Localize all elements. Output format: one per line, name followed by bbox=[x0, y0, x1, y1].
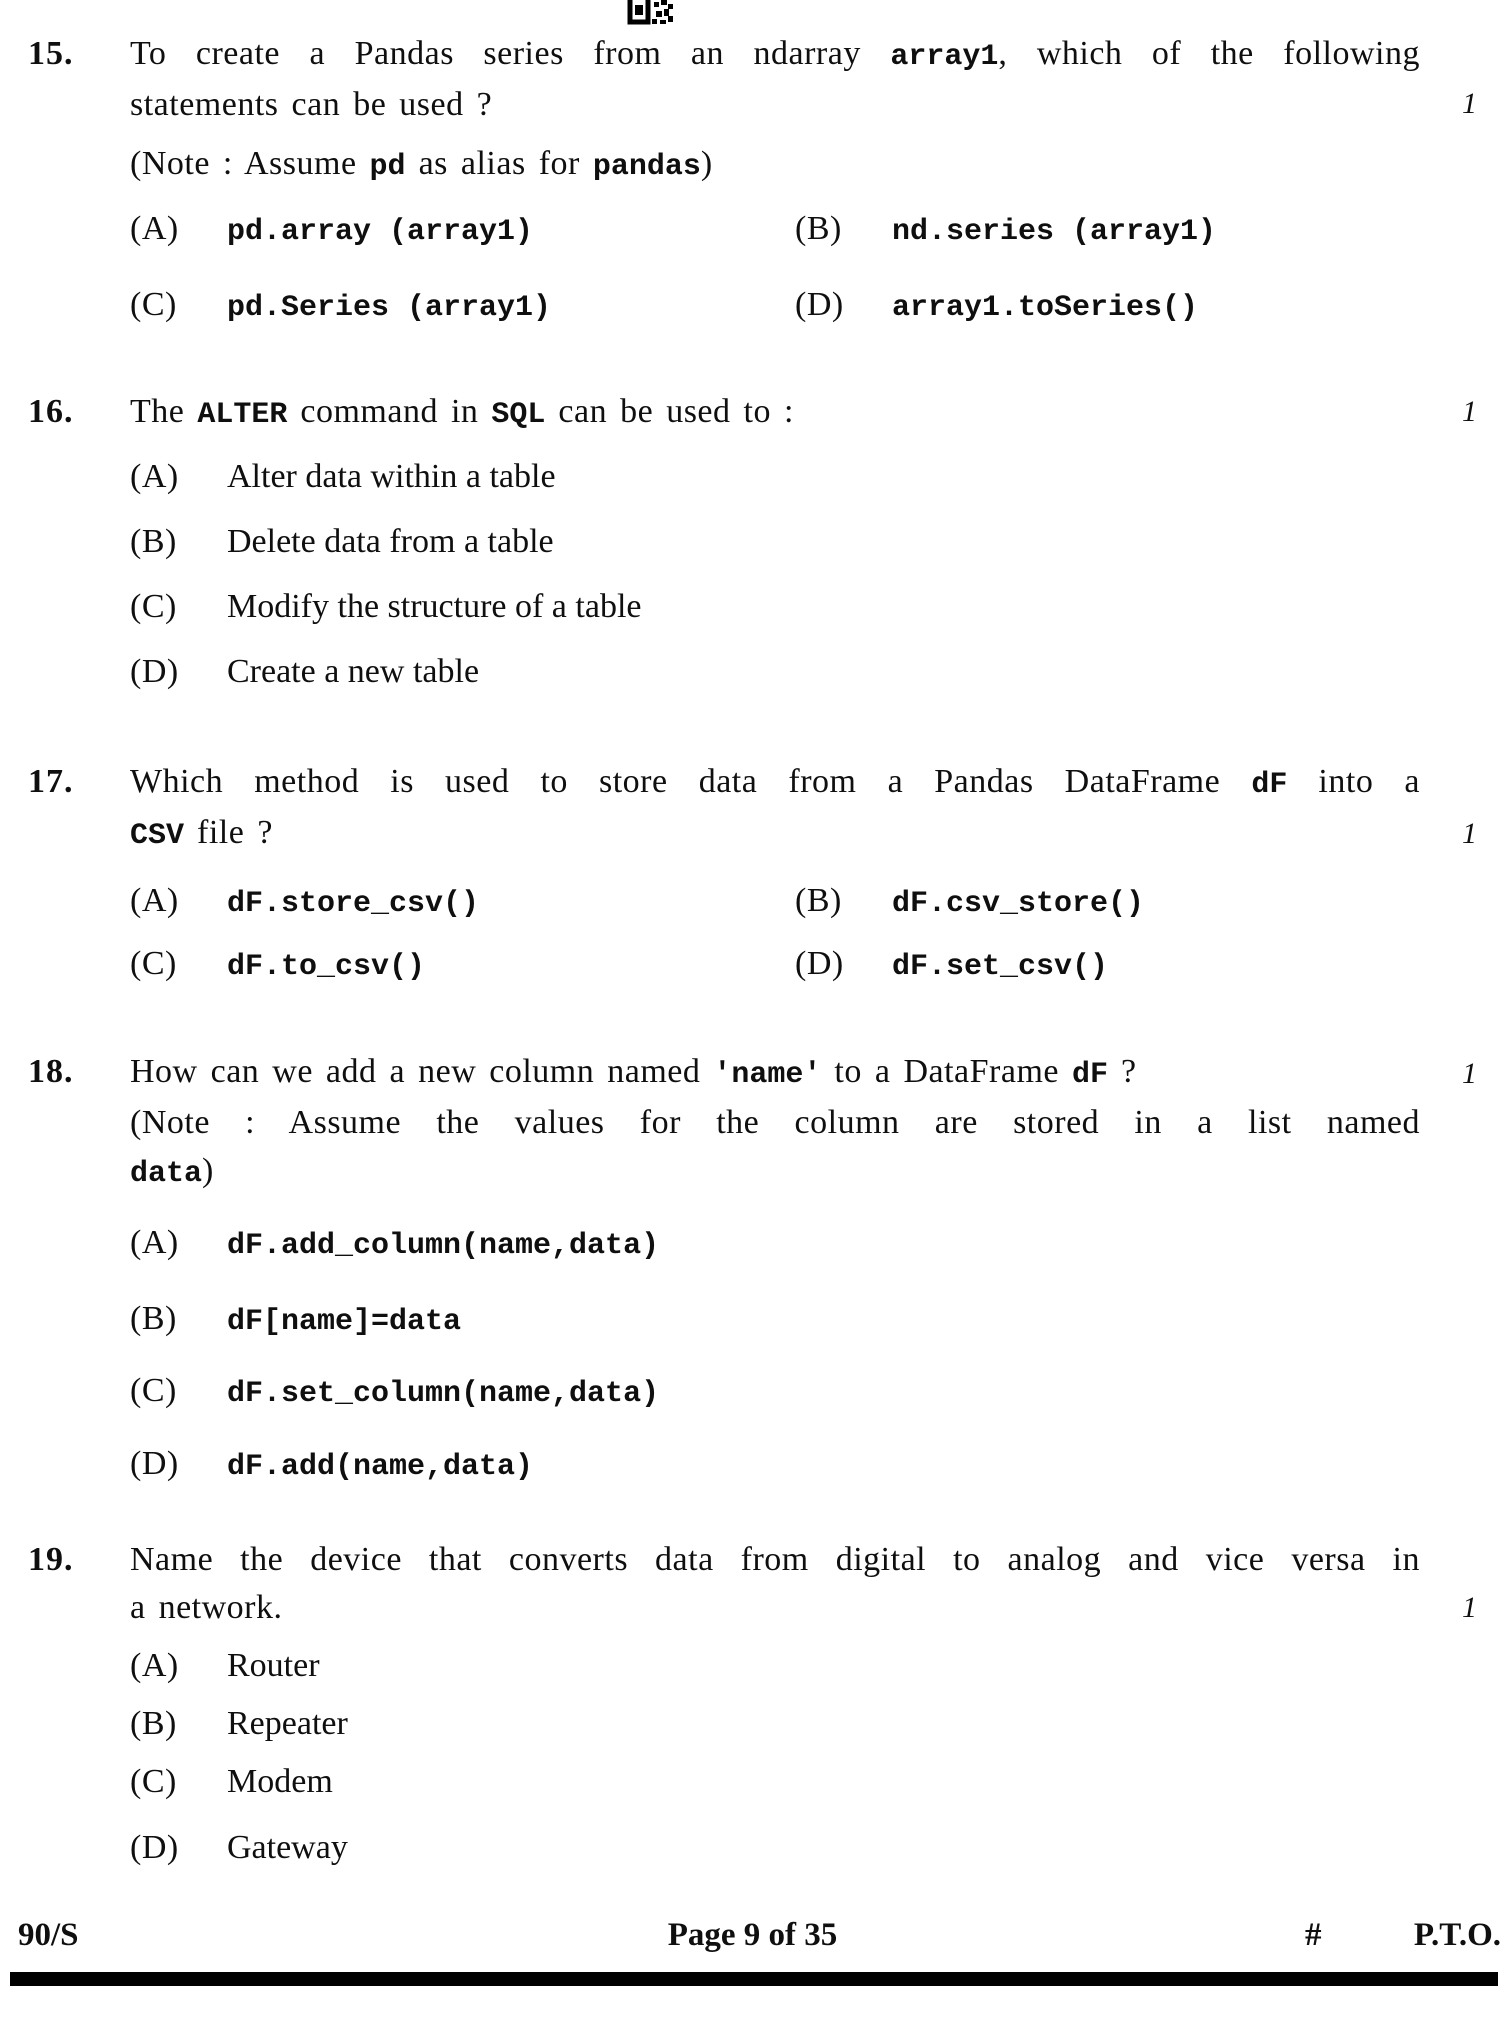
option-label: (D) bbox=[130, 1445, 179, 1482]
option-text: dF.store_csv() bbox=[227, 887, 480, 921]
option-text: Router bbox=[227, 1647, 320, 1684]
option-c bbox=[130, 583, 1420, 631]
option-label: (B) bbox=[130, 1705, 177, 1742]
option-text: Modem bbox=[227, 1763, 333, 1800]
option-text: Modify the structure of a table bbox=[227, 588, 642, 625]
option-label: (D) bbox=[130, 653, 179, 690]
option-c bbox=[130, 1367, 1420, 1418]
option-text: pd.array (array1) bbox=[227, 215, 534, 249]
option-a bbox=[130, 205, 795, 256]
marks-value: 1 bbox=[1462, 817, 1477, 850]
option-d bbox=[795, 281, 1420, 332]
inline-code: ALTER bbox=[197, 398, 288, 432]
inline-code: array1 bbox=[890, 40, 999, 74]
option-label: (C) bbox=[130, 1372, 177, 1409]
option-label: (D) bbox=[795, 945, 844, 982]
question-body bbox=[130, 1536, 1420, 1872]
options-row bbox=[130, 1295, 1420, 1346]
option-a bbox=[130, 453, 1420, 501]
question-19 bbox=[28, 1536, 1477, 1872]
text-segment: Which method is used to store data from a Pandas DataFrame bbox=[130, 763, 1252, 800]
option-label: (A) bbox=[130, 1224, 179, 1261]
marks-value: 1 bbox=[1462, 1591, 1477, 1624]
option-a bbox=[130, 1219, 1420, 1270]
question-text-line bbox=[130, 1536, 1420, 1584]
options-row bbox=[130, 1367, 1420, 1418]
question-18 bbox=[28, 1048, 1477, 1491]
text-segment: ? bbox=[1108, 1053, 1137, 1090]
footer-page-label: Page 9 of 35 bbox=[667, 1917, 838, 1953]
question-body bbox=[130, 758, 1420, 991]
option-a bbox=[130, 877, 795, 928]
text-segment: statements can be used ? bbox=[130, 86, 493, 123]
text-segment: to a DataFrame bbox=[821, 1053, 1072, 1090]
option-label: (B) bbox=[130, 1300, 177, 1337]
question-body bbox=[130, 30, 1420, 332]
options-row bbox=[130, 877, 1420, 928]
option-text: dF.to_csv() bbox=[227, 950, 426, 984]
question-number: 19. bbox=[28, 1541, 74, 1578]
option-text: Create a new table bbox=[227, 653, 480, 690]
option-label: (B) bbox=[795, 210, 842, 247]
text-segment: file ? bbox=[184, 814, 273, 851]
option-text: dF.add_column(name,data) bbox=[227, 1229, 660, 1263]
option-b bbox=[130, 1295, 1420, 1346]
inline-code: CSV bbox=[130, 819, 185, 853]
option-text: dF.set_csv() bbox=[892, 950, 1109, 984]
option-d bbox=[795, 940, 1420, 991]
question-16 bbox=[28, 388, 1477, 696]
question-text-line bbox=[130, 758, 1420, 809]
option-text: dF.csv_store() bbox=[892, 887, 1145, 921]
question-text-line bbox=[130, 1048, 1420, 1099]
option-label: (B) bbox=[130, 523, 177, 560]
text-segment: To create a Pandas series from an ndarray bbox=[130, 35, 891, 72]
text-segment: ) bbox=[700, 145, 713, 182]
option-label: (A) bbox=[130, 1647, 179, 1684]
option-b bbox=[130, 518, 1420, 566]
options-row bbox=[130, 453, 1420, 501]
option-d bbox=[130, 1440, 1420, 1491]
inline-code: dF bbox=[1071, 1058, 1108, 1092]
option-text: Gateway bbox=[227, 1829, 348, 1866]
options-row bbox=[130, 1440, 1420, 1491]
option-label: (C) bbox=[130, 945, 177, 982]
options-row bbox=[130, 281, 1420, 332]
option-b bbox=[130, 1700, 1420, 1748]
option-c bbox=[130, 1758, 1420, 1806]
option-text: nd.series (array1) bbox=[892, 215, 1217, 249]
text-segment: into a bbox=[1287, 763, 1421, 800]
question-body bbox=[130, 1048, 1420, 1491]
question-number: 15. bbox=[28, 35, 74, 72]
option-b bbox=[795, 205, 1420, 256]
option-text: Repeater bbox=[227, 1705, 348, 1742]
footer-pto-label: P.T.O. bbox=[1413, 1917, 1501, 1953]
question-text-line bbox=[130, 809, 1420, 860]
text-segment: , which of the following bbox=[998, 35, 1420, 72]
question-text-line bbox=[130, 388, 1420, 439]
options-row bbox=[130, 1700, 1420, 1748]
question-number: 16. bbox=[28, 393, 74, 430]
options-row bbox=[130, 1642, 1420, 1690]
option-label: (C) bbox=[130, 588, 177, 625]
option-text: pd.Series (array1) bbox=[227, 291, 552, 325]
question-text-line bbox=[130, 30, 1420, 81]
question-number: 17. bbox=[28, 763, 74, 800]
marks-value: 1 bbox=[1462, 1057, 1477, 1090]
option-text: Alter data within a table bbox=[227, 458, 556, 495]
question-note bbox=[130, 1147, 1420, 1198]
text-segment: as alias for bbox=[405, 145, 593, 182]
page-footer bbox=[0, 1912, 1505, 1958]
footer-paper-code: 90/S bbox=[18, 1917, 79, 1953]
option-d bbox=[130, 648, 1420, 696]
inline-code: 'name' bbox=[713, 1058, 822, 1092]
text-segment: The bbox=[130, 393, 198, 430]
question-note bbox=[130, 1099, 1420, 1147]
marks-value: 1 bbox=[1462, 87, 1477, 120]
options-row bbox=[130, 1219, 1420, 1270]
option-label: (A) bbox=[130, 210, 179, 247]
text-segment: (Note : Assume bbox=[130, 145, 370, 182]
text-segment: Name the device that converts data from digital to analog and vice versa in bbox=[130, 1541, 1420, 1578]
question-body bbox=[130, 388, 1420, 696]
option-label: (D) bbox=[130, 1829, 179, 1866]
option-b bbox=[795, 877, 1420, 928]
option-a bbox=[130, 1642, 1420, 1690]
text-segment: a network. bbox=[130, 1589, 283, 1626]
options-row bbox=[130, 940, 1420, 991]
options-row bbox=[130, 583, 1420, 631]
options-row bbox=[130, 648, 1420, 696]
inline-code: dF bbox=[1251, 768, 1288, 802]
inline-code: pd bbox=[369, 150, 406, 184]
page-bottom-rule bbox=[10, 1972, 1498, 1986]
marks-value: 1 bbox=[1462, 395, 1477, 428]
option-c bbox=[130, 940, 795, 991]
option-label: (B) bbox=[795, 882, 842, 919]
question-number: 18. bbox=[28, 1053, 74, 1090]
text-segment: (Note : Assume the values for the column are stored in a list named bbox=[130, 1104, 1420, 1141]
question-15 bbox=[28, 30, 1477, 332]
inline-code: data bbox=[130, 1157, 203, 1191]
option-text: dF.set_column(name,data) bbox=[227, 1377, 660, 1411]
option-d bbox=[130, 1824, 1420, 1872]
option-text: Delete data from a table bbox=[227, 523, 554, 560]
options-row bbox=[130, 205, 1420, 256]
option-text: dF.add(name,data) bbox=[227, 1450, 534, 1484]
option-label: (D) bbox=[795, 286, 844, 323]
text-segment: command in bbox=[287, 393, 492, 430]
option-label: (A) bbox=[130, 458, 179, 495]
question-text-line bbox=[130, 1584, 1420, 1632]
option-text: array1.toSeries() bbox=[892, 291, 1199, 325]
options-row bbox=[130, 1758, 1420, 1806]
footer-hash-mark: # bbox=[1305, 1917, 1322, 1953]
options-row bbox=[130, 1824, 1420, 1872]
text-segment: How can we add a new column named bbox=[130, 1053, 714, 1090]
option-text: dF[name]=data bbox=[227, 1305, 462, 1339]
text-segment: can be used to : bbox=[545, 393, 794, 430]
option-label: (A) bbox=[130, 882, 179, 919]
option-label: (C) bbox=[130, 286, 177, 323]
option-c bbox=[130, 281, 795, 332]
inline-code: pandas bbox=[592, 150, 701, 184]
qr-fragment-icon bbox=[627, 0, 673, 26]
question-17 bbox=[28, 758, 1477, 991]
inline-code: SQL bbox=[491, 398, 546, 432]
question-note bbox=[130, 140, 1420, 191]
text-segment: ) bbox=[202, 1152, 214, 1189]
question-text-line bbox=[130, 81, 1420, 129]
option-label: (C) bbox=[130, 1763, 177, 1800]
options-row bbox=[130, 518, 1420, 566]
